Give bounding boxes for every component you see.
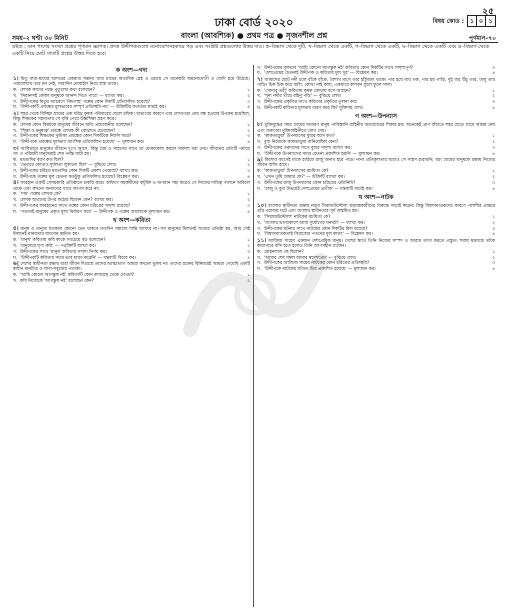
sub-question-text: 'মানুষেরে ঘৃণা করি' — পঙ্‌ক্তিটি ব্যাখ্যা কর। [20,244,97,250]
sub-question-marks: ৪ [492,106,495,112]
sub-question [13,123,250,128]
sub-question-marks: ৪ [492,151,495,157]
question-block [13,262,250,284]
sub-question-marks: ৪ [247,105,250,111]
question-stem [257,239,495,250]
stem-text: আজিজ সাহেব একজন দেশপ্রেমিক মানুষ। দেশের স্বার্থে তিনি নিজের সম্পদ ও আরাম ত্যাগ করতে প্রস্তুত। শত্রুর ষড়যন্ত্রে তাঁকে কারাগারে বন্দি হতে হলেও তিনি আপসহীন থাকেন। [257,238,495,250]
sub-question-label: খ. [257,140,262,146]
board-title: ঢাকা বোর্ড ২০২০ [214,16,294,29]
sub-question-marks: ২ [492,220,495,226]
stem-text: দেশের স্বাধীনতা রক্ষায় যারা জীবন দিয়েছে তাদের আত্মত্যাগ আমরা কখনো ভুলব না। তাদের রক্তের বিনিময়েই আমরা পেয়েছি একটি স্বাধীন মানচিত্র ও লাল-সবুজের পতাকা। [13,261,250,273]
sub-question-marks: ২ [492,175,495,181]
sub-question [257,267,495,272]
sub-question-marks: ৩ [492,261,495,267]
sub-question-label: ঘ. [257,186,262,192]
question-stem [257,158,495,169]
question-columns [10,65,498,607]
question-stem [13,227,250,238]
sub-question-text: 'শিক্ষা ও মনুষ্যত্ব' প্রবন্ধে লেখক কী বোঝাতে চেয়েছেন? [20,128,116,134]
sub-question-text: 'উদ্দীপকে উপন্যাসের সমগ্র চেতনা প্রকাশিত হয়নি' — মূল্যায়ন কর। [264,151,381,157]
sub-question-marks: ২ [492,255,495,261]
sub-question [257,152,495,157]
sub-question-label: খ. [257,255,262,261]
sub-question-label: খ. [13,198,18,204]
question-number: ১। [13,76,19,82]
sub-question-text: 'সততাই মানুষের প্রকৃত মূল্য নির্ধারণ করে' — উদ্দীপক ও গল্পের আলোকে মূল্যায়ন কর। [20,209,171,215]
sub-question-label: খ. [13,93,18,99]
sub-question [257,134,495,139]
sub-question-text: 'আমার শেষ সম্বল আমার স্বদেশপ্রেম' — বুঝিয়ে লেখ। [264,255,357,261]
sub-question-text: 'সিরাজউদ্দৌলা' নাটকের রচয়িতা কে? [264,215,331,221]
sub-question-label: ঘ. [257,71,262,77]
sub-question-marks: ১ [247,192,250,198]
left-column [10,65,254,607]
sub-question-marks: ৪ [247,255,250,261]
sub-question [13,105,250,110]
sub-question [257,232,495,237]
sub-question-label: ক. [13,273,18,278]
sub-question-text: 'উদ্দীপকে নাটকের খণ্ডিত চিত্র প্রকাশিত হয়েছে' — মূল্যায়ন কর। [264,267,376,273]
sub-question [257,140,495,145]
sub-question [13,210,250,215]
sub-question-marks: ১ [492,169,495,175]
sub-question-label: খ. [257,175,262,181]
question-stem [13,112,250,123]
sub-question-marks: ২ [247,198,250,204]
exam-instruction: দ্রষ্টব্য : ডান পাশের সংখ্যা প্রশ্নের পূর্ণমান জ্ঞাপক। প্রদত্ত উদ্দীপকগুলো মনোযোগসহকারে পড় এবং সংশ্লিষ্ট প্রশ্নগুলোর উত্তর দাও। ক–বিভাগ থেকে দুটি, খ–বিভাগ থেকে একটি, গ–বিভাগ থেকে একটি, ঘ–বিভাগ থেকে একটি এবং ঙ–বিভাগ থেকে একটি নিয়ে মোট সাতটি প্রশ্নের উত্তর দিতে হবে। [12,44,489,57]
sub-question-label: ক. [257,88,262,94]
sub-question-text: উদ্দীপকের প্রকৃতির সাথে কবিতার প্রকৃতির তুলনা কর। [264,100,358,106]
sub-question-marks: ৩ [247,204,250,210]
sub-question-text: 'কাকতাড়ুয়া' উপন্যাসের রচয়িতা কে? [264,169,329,175]
sub-question-label: ঘ. [13,175,18,181]
sub-question-text: 'উদ্দীপকটি কবিতার সমগ্র ভাব ধারণ করেনি' — মন্তব্যটি বিচার কর। [20,255,136,261]
sub-question-marks: ২ [247,93,250,99]
question-block [13,227,250,261]
sub-question-label: ঘ. [257,151,262,157]
sub-question-text: উদ্দীপকের তরুণদের সাথে বুধার সাদৃশ্য ব্যাখ্যা কর। [264,146,352,152]
sub-question-marks: ৪ [492,267,495,273]
header-divider [10,42,498,43]
section-heading: খ অংশ—কবিতা [112,218,151,225]
sub-question-marks: ১ [492,134,495,140]
question-block [13,181,250,215]
question-block [13,77,250,111]
full-marks: পূর্ণমান–৭০ [468,35,496,42]
sub-question-text: 'বাংলার ভাগ্যাকাশে আজ দুর্যোগের ঘনঘটা' — ব্যাখ্যা কর। [264,220,365,226]
sub-question-text: উদ্দীপকে গল্পের মূল চেতনা কতটুকু প্রতিফলিত হয়েছে? বিশ্লেষণ কর। [20,175,139,181]
sub-question [257,71,495,76]
sub-question-text: 'নিরানন্দই কেবল মানুষকে আনন্দ দিতে পারে' — ব্যাখ্যা কর। [20,93,124,99]
sub-question-label: গ. [257,65,262,71]
sub-question-marks: ১ [247,157,250,163]
sub-question [13,192,250,197]
right-column [254,65,498,607]
sub-question-text: 'রাজু ও বুধা উভয়েই দেশপ্রেমের প্রতীক' — মন্তব্যটি যাচাই কর। [264,186,373,192]
sub-question-marks: ৪ [492,232,495,238]
sub-question [257,94,495,99]
sub-question [13,169,250,174]
sub-question-marks: ১ [247,122,250,128]
sub-question-label: ক. [257,215,262,221]
sub-question-marks: ৪ [247,140,250,146]
sub-question-marks: ৩ [492,100,495,106]
sub-question [13,273,250,278]
sub-question-text: 'বিশ্বাসঘাতকতাই সিরাজের পতনের মূল কারণ' — বিশ্লেষণ কর। [264,232,373,238]
stem-text: আবির্ভাবে মানুষের জীবনে দুঃখ আসে, কিন্তু ধৈর্য ও সাহসের সাথে তা মোকাবেলা করলে সাফল্য ধরা দেয়। জীবনের প্রতিটি পর্যায়ে সৎ ও পরিশ্রমী মানুষেরাই শেষ পর্যন্ত জয়ী হয়। [13,146,250,157]
sub-question-text: 'উদ্দীপকটি প্রবন্ধের মূলভাবের সম্পূর্ণ প্রতিচ্ছবি নয়' — উক্তিটির যথার্থতা যাচাই কর। [20,105,167,111]
sub-question-text: লেখক ছাত্রদের উপর কঠোর ছিলেন কেন? ব্যাখ্যা কর। [20,198,113,204]
sub-question-label: গ. [257,100,262,106]
stem-text: মিতু বাবা-মায়ের আদরের একমাত্র সন্তান। বাবা মায়ের অত্যধিক স্নেহ ও প্রশ্রয়ে সে অনেকটা অমনোযোগী ও জেদি হয়ে উঠেছে। পড়ালেখায় তার মন নেই, সারাদিন মোবাইল নিয়ে ব্যস্ত থাকে। [13,77,250,88]
sub-question-text: উদ্দীপকের সাথে 'মানুষ' কবিতার সাদৃশ্য নির্ণয় কর। [20,249,107,255]
sub-question-marks: ৪ [492,71,495,77]
question-number: ৬। [13,260,19,267]
sub-question-text: 'মানুষ' কবিতায় কবি কাকে সবচেয়ে বড় বলেছেন? [20,238,106,244]
sub-question-text: 'শূন্য নদীর তীরে রহিনু পড়ি' — বুঝিয়ে লেখ। [264,94,342,100]
sub-question [257,181,495,186]
sub-question-marks: ৩ [492,226,495,232]
sub-question-label: গ. [13,249,18,255]
stem-text: ফারহান একটি বেসরকারি প্রতিষ্ঠানে চাকরি করে। অফিসে সহকর্মীদের কটূক্তি ও অপমান সহ্য করেও সে নিজের দায়িত্ব পালনে অবিচল থাকে এবং কখনো অন্যায়ের সাথে আপস করে না। [13,181,250,192]
sub-question-label: খ. [13,278,18,284]
subject-code-digit: ০ [477,16,486,26]
sub-question-label: খ. [13,128,18,134]
stem-text: শহর থেকে বিচ্ছিন্ন গ্রামের এক দরিদ্র কৃষক পরিবারের ছেলে রফিক। অভাবের কারণে তার লেখাপড়া প্রায় বন্ধ হওয়ার উপক্রম হয়েছিল, কিন্তু শিক্ষকের সহায়তায় সে বৃত্তি পেয়ে উচ্চশিক্ষা গ্রহণ করে। [13,111,250,123]
stem-text: মুক্তিযুদ্ধের সময় গ্রামের সাধারণ মানুষ পাকিস্তানি বাহিনীর অত্যাচারের শিকার হয়। অনেকেই প্রাণ বাঁচাতে শহর ছেড়ে গ্রামে আশ্রয় নেয় এবং তরুণেরা মুক্তিবাহিনীতে যোগ দেয়। [257,123,495,134]
sub-question [257,66,495,71]
sub-question [257,100,495,105]
sub-question [257,250,495,255]
question-stem [257,204,495,215]
sub-question [257,175,495,180]
sub-question-label: ঘ. [257,232,262,238]
subject-code-label: বিষয় কোড : [432,17,464,25]
question-block [257,239,495,273]
sub-question-label: গ. [257,146,262,152]
sub-question-label: ক. [257,134,262,140]
sub-question-text: লেখক কোন বিষয়কে মানুষের জীবনে অতি প্রয়োজনীয় বলেছেন? [20,122,133,128]
sub-question [13,134,250,139]
sub-question [13,140,250,145]
sub-question-text: উদ্দীপকের মূলভাব 'আমি কোনো আগন্তুক নই' কবিতার কোন দিকটির সাথে সাদৃশ্যপূর্ণ? [264,65,414,71]
sub-question [13,279,250,284]
question-block [257,158,495,192]
sub-question [13,163,250,168]
question-number: ১১। [257,237,267,244]
sub-question-text: 'ভেতরে কোথাও দুর্বলতা লুকানো ছিল' — বুঝিয়ে লেখ। [20,163,117,169]
sub-question-label: খ. [13,244,18,250]
sub-question-marks: ২ [247,244,250,250]
sub-question-text: বুধা নিজেকে কাকতাড়ুয়া বানিয়েছিল কেন? [264,140,339,146]
subject-code [433,15,496,27]
sub-question [13,94,250,99]
subject-code-digit: ১ [488,16,493,25]
sub-question-marks: ৩ [247,134,250,140]
sub-question-text: উদ্দীপকের রাজু উপন্যাসের কোন চরিত্রের প্রতিনিধি? [264,180,356,186]
sub-question-marks: ৩ [492,65,495,71]
sub-question-label: গ. [257,261,262,267]
question-stem [257,123,495,134]
question-block [13,112,250,146]
sub-question [13,198,250,203]
sub-question [13,256,250,261]
sub-question-text: 'সোনার তরী' কবিতায় কৃষক কোথায় বসে আছেন? [264,88,351,94]
sub-question-label: ক. [13,238,18,244]
sub-question-text: লেখক কাদের পক্ষে পুতুলের কথা বলেছেন? [20,88,95,94]
question-stem [13,262,250,273]
sub-question-text: উদ্দীপকের শিক্ষকের ভূমিকা প্রবন্ধের কোন দিকটিকে নির্দেশ করে? [20,134,132,140]
sub-question-label: গ. [13,169,18,175]
question-block [257,78,495,112]
sub-question-text: 'দাম' গল্পের লেখক কে? [20,192,62,198]
sub-question-label: গ. [13,99,18,105]
sub-question-marks: ১ [492,249,495,255]
sub-question-label: খ. [257,94,262,100]
section-heading: ঘ অংশ—নাটক [358,194,394,201]
sub-question-label: ক. [13,157,18,163]
question-number: ৪। [13,180,19,187]
sub-question-text: 'দেশপ্রেমের চেতনাই উদ্দীপক ও কবিতার মূল সুর' — বিশ্লেষণ কর। [264,71,378,77]
question-number: ৮। [257,122,263,129]
sub-question-marks: ৩ [492,180,495,186]
sub-question-label: ক. [257,169,262,175]
sub-question [257,215,495,220]
sub-question-marks: ৩ [247,169,250,175]
sub-question-text: 'উদ্দীপকে প্রবন্ধের মূলভাব আংশিক প্রতিফলিত হয়েছে' — মূল্যায়ন কর। [20,140,145,146]
sub-question-label: ঘ. [257,267,262,273]
question-number: ৩। [13,145,19,152]
question-block [13,147,250,181]
question-block [257,123,495,157]
question-stem [257,78,495,89]
sub-question-text: কবি নিজেকে 'আগন্তুক নই' বলেছেন কেন? [20,278,94,284]
question-number: ৯। [257,157,263,164]
sub-question-marks: ৪ [492,186,495,192]
question-stem [13,77,250,88]
sub-question-text: উদ্দীপকের ঘটনার সাথে নাটকের কোন দিকটির মিল রয়েছে? [264,226,368,232]
sub-question-marks: ১ [247,88,250,94]
sub-question-marks: ১ [247,238,250,244]
sub-question [257,169,495,174]
sub-question-label: ক. [13,122,18,128]
sub-question-label: ঘ. [13,140,18,146]
sub-question-marks: ২ [247,278,250,284]
sub-question-text: 'এখন তুমি আমার কে?' — উক্তিটি ব্যাখ্যা কর। [264,175,345,181]
section-heading: ক অংশ—গদ্য [115,68,148,74]
sub-question-marks: ৩ [492,146,495,152]
question-block [257,204,495,238]
sub-question-text: উদ্দীপকের মিতুর আচরণে 'নিমগাছ' গল্পের কোন দিকটি প্রতিফলিত হয়েছে? [20,99,151,105]
sub-question-marks: ১ [247,273,250,278]
page-number: ২৫ [482,7,494,17]
exam-subject: বাংলা (আবশ্যিক) ● প্রথম পত্র ● সৃজনশীল প্রশ্ন [180,31,328,40]
question-stem [13,181,250,192]
sub-question-label: গ. [13,134,18,140]
sub-question-marks: ১ [492,215,495,221]
subject-code-digits [467,15,496,27]
sub-question-text: মোহনলাল কে ছিলেন? [264,249,304,255]
stem-text: মানুষ ও মানুষে যতকাল কোনো ভেদ থাকবে ততদিন সমাজে শান্তি আসবে না। সব মানুষের মিলনেই সত্যের প্রতিষ্ঠা হয়, আর সেই মিলনেই মানবতার জয়গান ধ্বনিত হয়। [13,227,250,238]
stem-text: আমাদের ছোট নদী চলে বাঁকে বাঁকে, বৈশাখ মাসে তার হাঁটুজল থাকে। পার হয়ে যায় গরু, পার হয় গাড়ি, দুই ধার উঁচু তার, ঢালু তার পাড়ি। চিক চিক করে বালি, কোথা নাই কাদা, একধারে কাশবন ফুলে ফুলে সাদা। [257,77,495,88]
subject-code-digit: ১ [468,16,477,26]
sub-question-label: ঘ. [13,255,18,261]
sub-question-marks: ৪ [247,209,250,215]
sub-question-label: গ. [13,204,18,210]
sub-question-label: ঘ. [257,106,262,112]
sub-question [13,250,250,255]
sub-question [13,244,250,249]
sub-question-label: ঘ. [13,209,18,215]
question-stem [13,147,250,158]
stem-text: বাংলার স্বাধীনতা রক্ষায় নবাব সিরাজউদ্দৌলা ষড়যন্ত্রকারীদের বিরুদ্ধে লড়াই করেন। কিন্তু বিশ্বাসঘাতকদের কারণে পলাশীর প্রান্তরে তাঁর পরাজয় ঘটে এবং বাংলার স্বাধীনতার সূর্য অস্তমিত হয়। [257,203,495,215]
sub-question-text: মমতাদির বয়স কত ছিল? [20,157,64,163]
sub-question-text: 'আমি কোনো আগন্তুক নই' কবিতাটি কোন কাব্যগ্রন্থ থেকে নেওয়া? [20,273,135,278]
sub-question-marks: ১ [492,88,495,94]
question-number: ১০। [257,202,267,209]
question-block [257,66,495,77]
sub-question-text: উদ্দীপকটি কবিতার মূলভাব ধারণ করে কি? যুক্তিসহ লেখ। [264,106,364,112]
sub-question-marks: ২ [492,140,495,146]
sub-question-text: উদ্দীপকের চরিত্রে মমতাদির কোন দিকটি প্রকাশ পেয়েছে? ব্যাখ্যা কর। [20,169,139,175]
sub-question [257,261,495,266]
stem-text: কিশোর বয়সেই মাকে হারিয়ে রাজু অনাথ হয়ে পড়ে। নানা প্রতিকূলতার মধ্যেও সে সাহস হারায়নি; বরং গ্রামের মানুষকে রক্ষায় নিজের জীবন বাজি রাখে। [257,158,495,169]
sub-question-marks: ৪ [247,175,250,181]
sub-question-marks: ৩ [247,99,250,105]
exam-time: সময়–২ ঘণ্টা ৩০ মিনিট [12,35,68,42]
sub-question-marks: ২ [492,94,495,100]
question-number: ৫। [13,226,19,233]
sub-question-text: উদ্দীপকের আজিজ সাহেব নাটকের কোন চরিত্রের প্রতিচ্ছবি? [264,261,370,267]
sub-question-label: ক. [13,88,18,94]
sub-question [257,106,495,111]
sub-question [257,146,495,151]
sub-question-text: উদ্দীপকের ফারহানের সাথে গল্পের কোন চরিত্রের সাদৃশ্য রয়েছে? [20,204,131,210]
sub-question [257,221,495,226]
sub-question-marks: ২ [247,163,250,169]
sub-question-text: 'কাকতাড়ুয়া' উপন্যাসের বুধার বয়স কত? [264,134,335,140]
sub-question-label: ঘ. [13,105,18,111]
sub-question [13,175,250,180]
question-number: ৭। [257,76,263,83]
sub-question [257,187,495,192]
sub-question-label: গ. [257,226,262,232]
sub-question-label: খ. [13,163,18,169]
sub-question [13,238,250,243]
sub-question-label: ক. [13,192,18,198]
sub-question-marks: ২ [247,128,250,134]
sub-question-label: ক. [257,249,262,255]
sub-question [13,204,250,209]
sub-question-label: খ. [257,220,262,226]
sub-question-label: গ. [257,180,262,186]
sub-question-marks: ৩ [247,249,250,255]
section-heading: গ অংশ—উপন্যাস [355,114,397,121]
question-number: ২। [13,110,19,117]
sub-question [13,88,250,93]
